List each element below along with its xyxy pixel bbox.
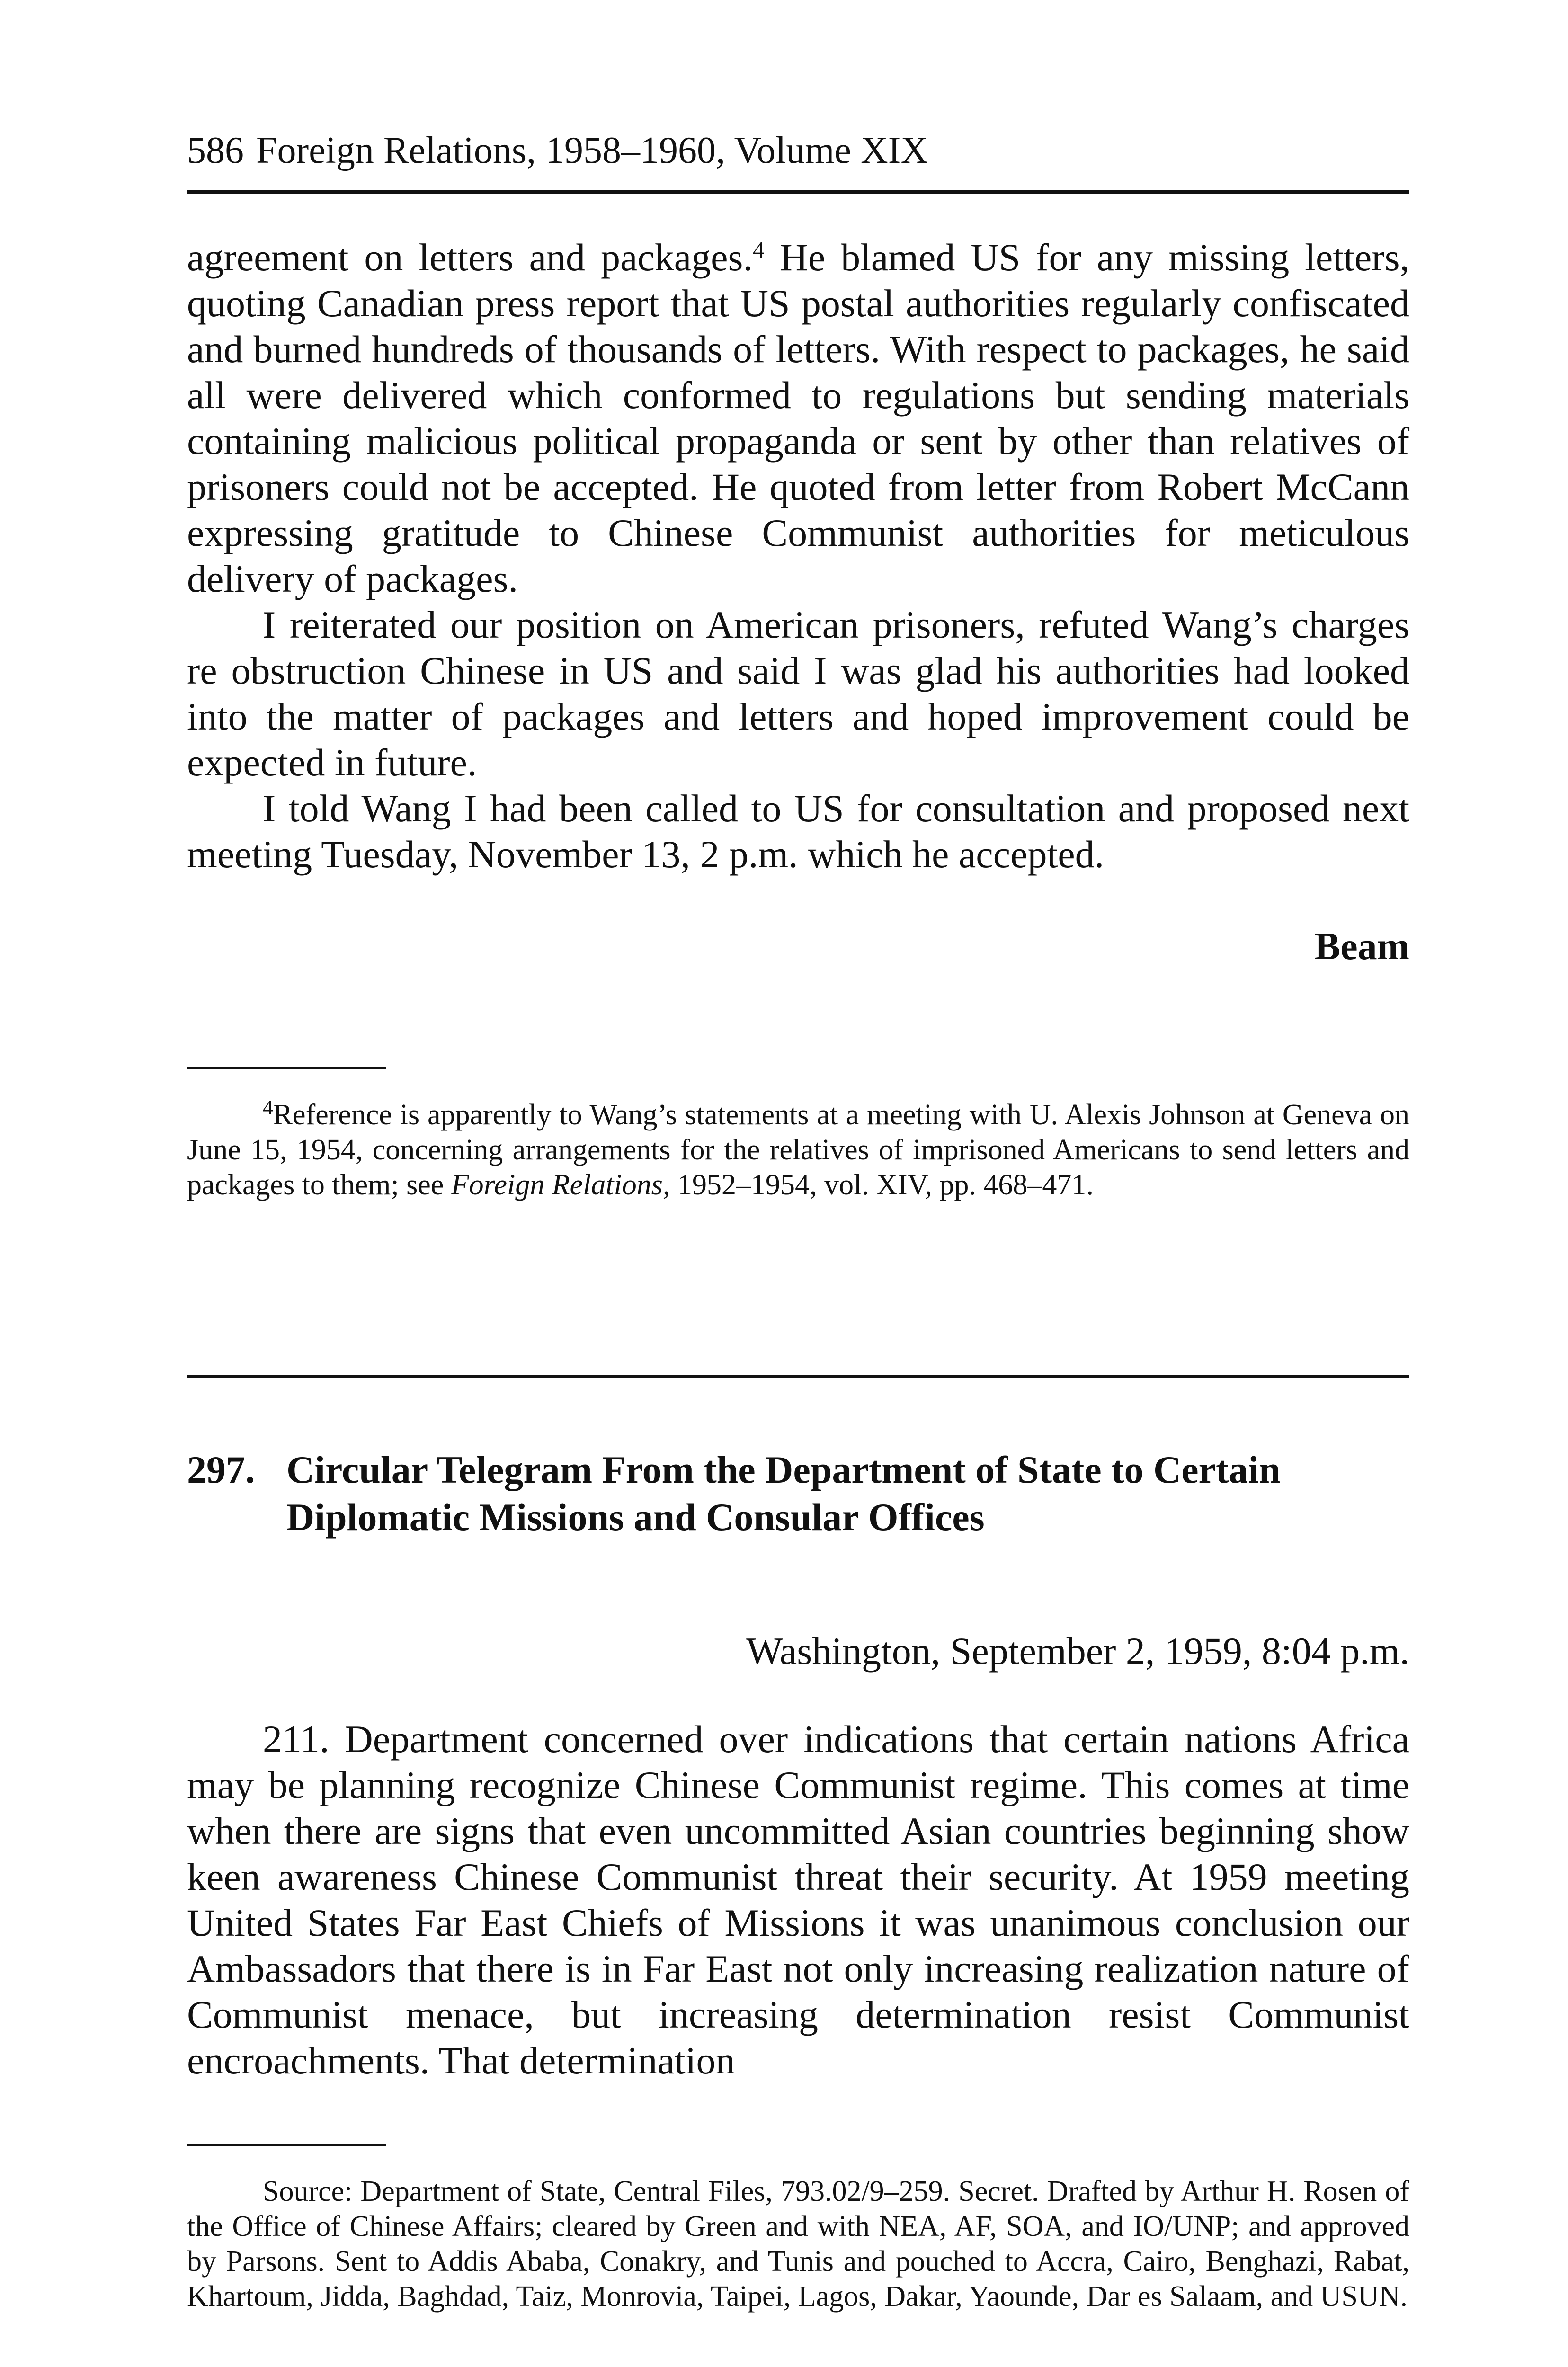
section-divider [187,1375,1409,1378]
footnote-text: Reference is apparently to Wang’s statements at a meeting with U. Alexis Johnson at Geneva on June 15, 1954, concerning arrangements for the relatives of imprisoned Americans to send letters and packages to them; see [187,1099,1409,1201]
paragraph-1 [187,234,1409,602]
document-297-body [187,1716,1409,2083]
paragraph-1-start: agreement on letters and packages. [187,236,753,279]
telegram-paragraph-1: 211. Department concerned over indications that certain nations Africa may be planning recognize Chinese Communist regime. This comes at time when there are signs that even uncommitted Asian countries beginning show keen awareness Chinese Communist threat their security. At 1959 meeting United States Far East Chiefs of Missions it was unanimous conclusion our Ambassadors that there is in Far East not only increasing realization nature of Communist menace, but increasing determination resist Communist encroachments. That determination [187,1717,1409,2082]
document-heading [187,1446,1409,1541]
running-title: Foreign Relations, 1958–1960, Volume XIX [256,130,928,171]
footnote-rule [187,1067,386,1069]
paragraph-3: I told Wang I had been called to US for consultation and proposed next meeting Tuesday, November 13, 2 p.m. which he accepted. [187,787,1409,876]
paragraph-1-rest: He blamed US for any missing letters, quoting Canadian press report that US postal authorities regularly confiscated and burned hundreds of thousands of letters. With respect to packages, he said all were delivered which conformed to regulations but sending materials containing malicious political propaganda or sent by other than relatives of prisoners could not be accepted. He quoted from letter from Robert McCann expressing gratitude to Chinese Communist authorities for meticulous delivery of packages. [187,236,1410,600]
document-title: Circular Telegram From the Department of State to Certain Diplomatic Missions and Consular Offices [286,1448,1281,1539]
source-note [187,2174,1409,2314]
footnote-4 [187,1097,1409,1202]
source-note-rule [187,2144,386,2146]
page-number: 586 [187,130,244,171]
source-note-text: Source: Department of State, Central Files, 793.02/9–259. Secret. Drafted by Arthur H. Rosen of the Office of Chinese Affairs; cleared by Green and with NEA, AF, SOA, and IO/UNP; and approved by Parsons. Sent to Addis Ababa, Conakry, and Tunis and pouched to Accra, Cairo, Benghazi, Rabat, Khartoum, Jidda, Baghdad, Taiz, Monrovia, Taipei, Lagos, Dakar, Yaounde, Dar es Salaam, and USUN. [187,2175,1409,2313]
footnote-ref-4: 4 [752,236,765,263]
continued-document-body [187,234,1409,877]
signature: Beam [1314,925,1409,968]
footnote-marker: 4 [263,1096,273,1119]
footnote-italic-title: Foreign Relations, [451,1169,670,1201]
running-header [187,127,1408,174]
header-rule [187,190,1409,194]
footnote-text-end: 1952–1954, vol. XIV, pp. 468–471. [670,1169,1094,1201]
paragraph-2: I reiterated our position on American prisoners, refuted Wang’s charges re obstruction Chinese in US and said I was glad his authorities had looked into the matter of packages and letters and hoped improvement could be expected in future. [187,603,1409,784]
document-number: 297. [187,1448,255,1491]
dateline: Washington, September 2, 1959, 8:04 p.m. [746,1629,1409,1673]
